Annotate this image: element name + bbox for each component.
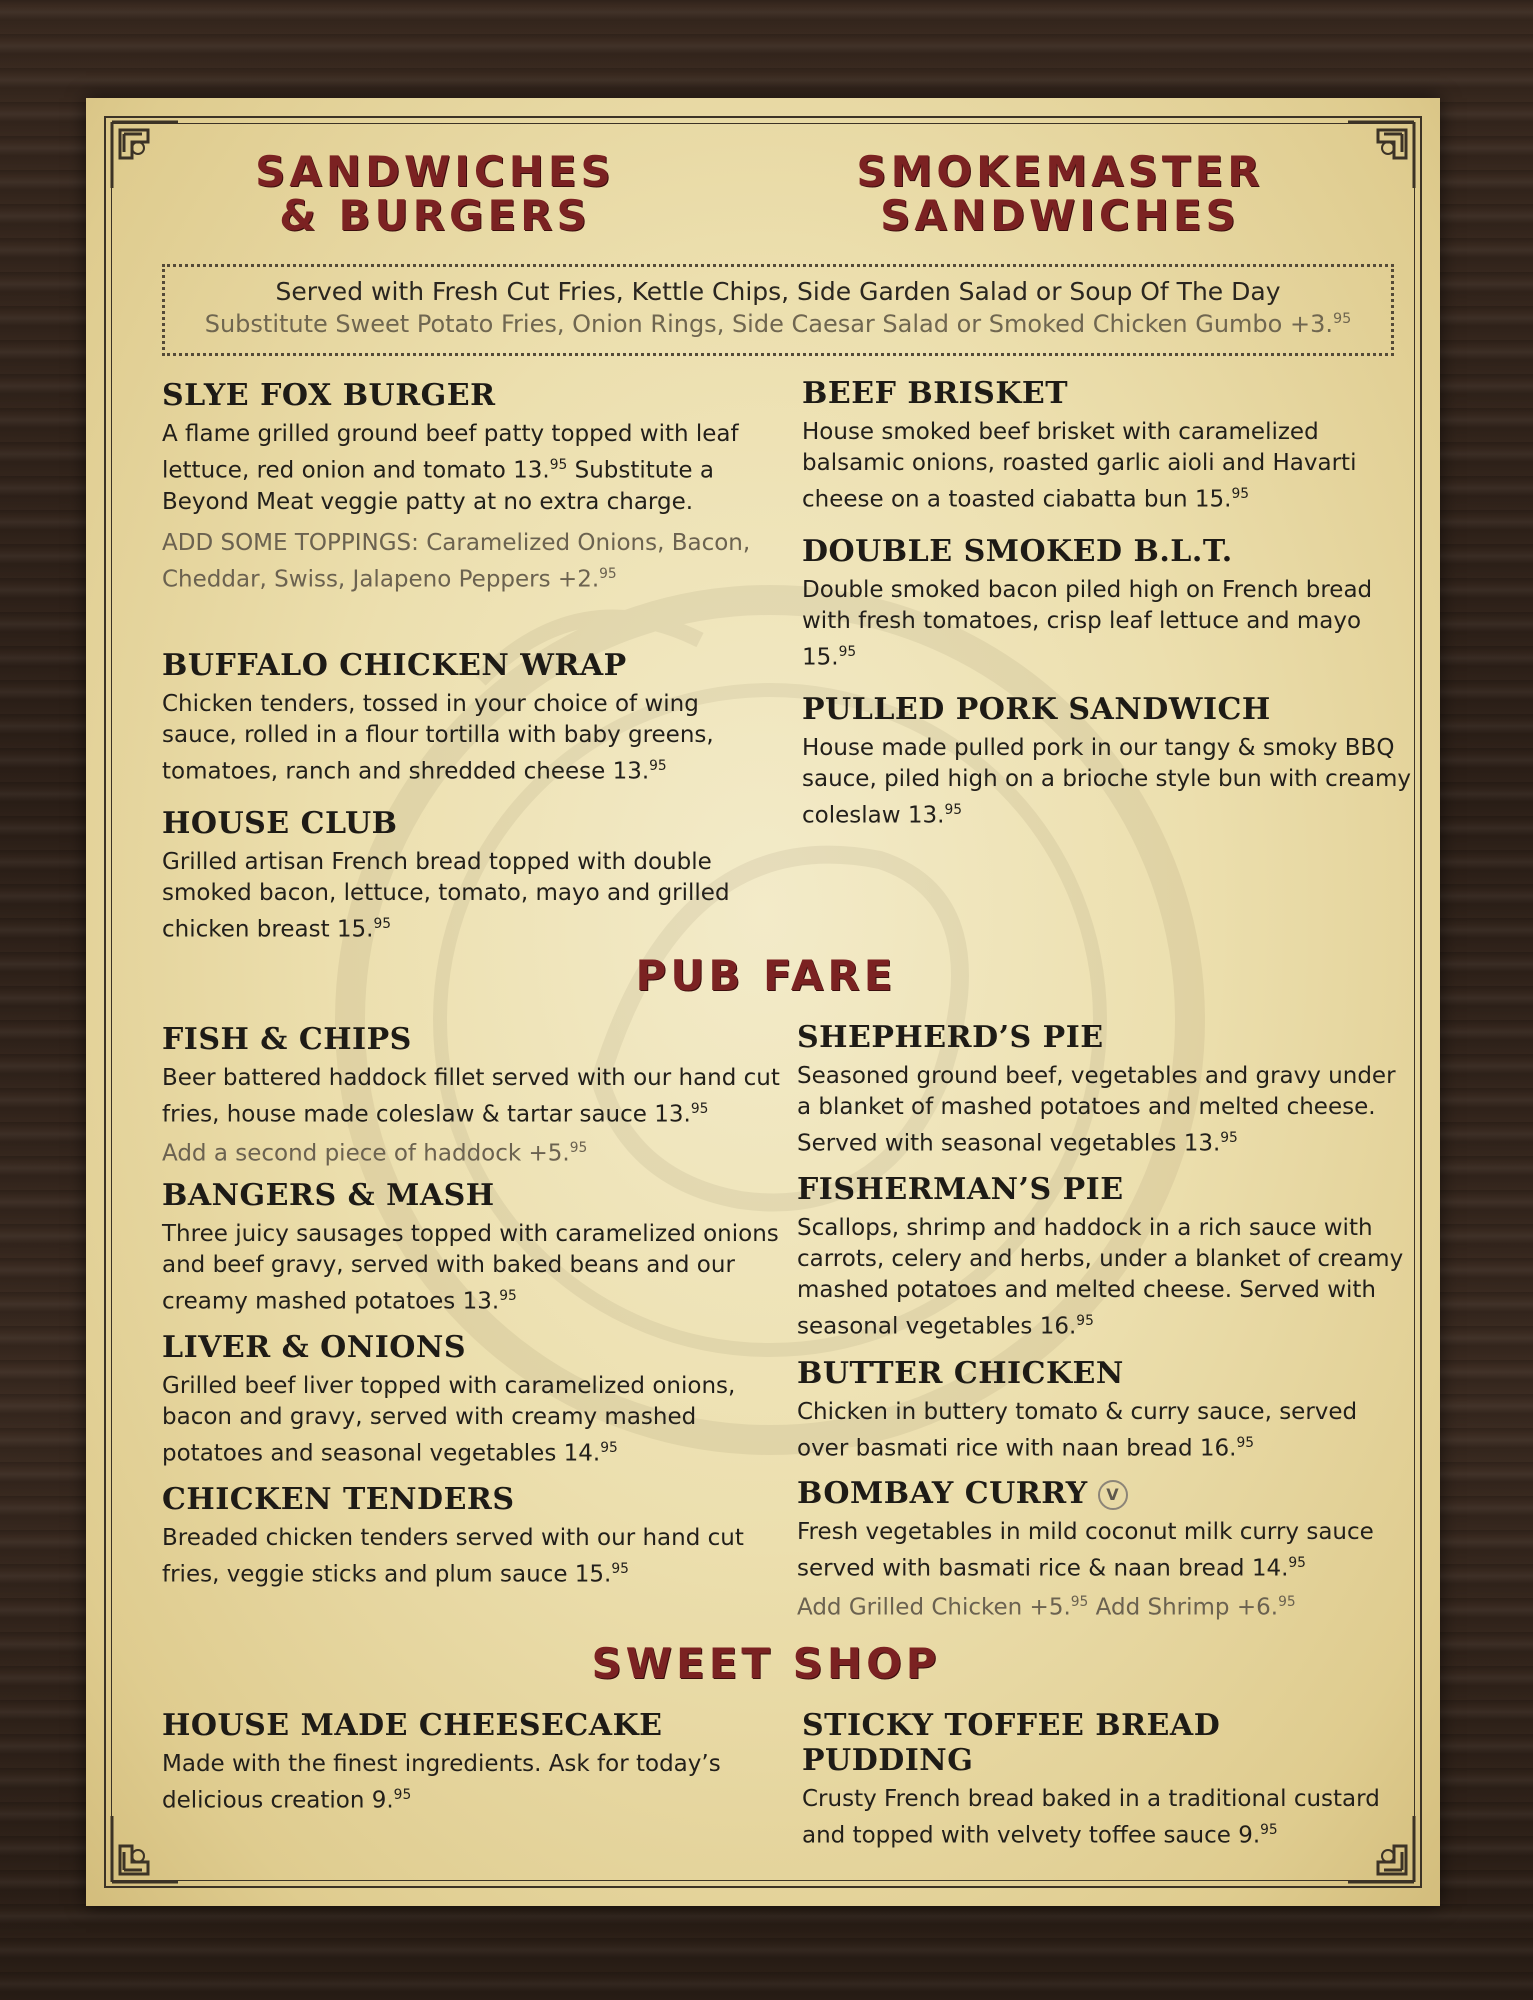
- item-description: Seasoned ground beef, vegetables and gravy under a blanket of mashed potatoes and melted cheese. Served with seasonal vegetables 13.95: [797, 1063, 1396, 1157]
- menu-item-house-club: [162, 806, 762, 946]
- item-description: Breaded chicken tenders served with our hand cut fries, veggie sticks and plum sauce 15.95: [162, 1525, 744, 1588]
- menu-item-sticky-toffee-bread-pudding: [802, 1708, 1402, 1852]
- section-title-sandwiches-burgers: SANDWICHES & BURGERS: [255, 147, 615, 241]
- menu-item-bangers-and-mash: [162, 1178, 782, 1318]
- item-name: BANGERS & MASH: [162, 1178, 495, 1213]
- vegetarian-icon: V: [1098, 1480, 1128, 1510]
- item-addon-note: ADD SOME TOPPINGS: Caramelized Onions, Bacon, Cheddar, Swiss, Jalapeno Peppers +2.95: [162, 529, 751, 593]
- item-name: DOUBLE SMOKED B.L.T.: [802, 534, 1233, 569]
- item-name: SLYE FOX BURGER: [162, 378, 496, 413]
- item-name: SHEPHERD’S PIE: [797, 1020, 1104, 1055]
- item-description: Grilled artisan French bread topped with double smoked bacon, lettuce, tomato, mayo and grilled chicken breast 15.95: [162, 849, 730, 943]
- menu-item-slye-fox-burger: [162, 378, 762, 595]
- menu-item-butter-chicken: [797, 1356, 1407, 1465]
- item-name: BUFFALO CHICKEN WRAP: [162, 648, 627, 683]
- item-name-row: [797, 1476, 1422, 1511]
- item-description: Fresh vegetables in mild coconut milk curry sauce served with basmati rice & naan bread 14.95: [797, 1519, 1374, 1582]
- item-description: Three juicy sausages topped with caramelized onions and beef gravy, served with baked beans and our creamy mashed potatoes 13.95: [162, 1221, 779, 1315]
- item-description: Double smoked bacon piled high on French bread with fresh tomatoes, crisp leaf lettuce and mayo 15.95: [802, 577, 1373, 671]
- item-name: HOUSE CLUB: [162, 806, 398, 841]
- item-description: Chicken tenders, tossed in your choice of wing sauce, rolled in a flour tortilla with baby greens, tomatoes, ranch and shredded cheese 13.95: [162, 691, 714, 785]
- item-name: HOUSE MADE CHEESECAKE: [162, 1708, 663, 1743]
- menu-item-fishermans-pie: [797, 1172, 1422, 1343]
- menu-item-fish-and-chips: [162, 1022, 782, 1169]
- corner-ornament-icon: [1344, 118, 1418, 192]
- menu-item-double-smoked-blt: [802, 534, 1412, 674]
- item-name: CHICKEN TENDERS: [162, 1482, 515, 1517]
- item-name: BEEF BRISKET: [802, 376, 1069, 411]
- item-name: LIVER & ONIONS: [162, 1330, 466, 1365]
- item-name: FISH & CHIPS: [162, 1022, 412, 1057]
- section-title-pub-fare: PUB FARE: [635, 951, 897, 1000]
- section-title-smokemaster-sandwiches: SMOKEMASTER SANDWICHES: [856, 147, 1264, 241]
- item-description: House smoked beef brisket with caramelized balsamic onions, roasted garlic aioli and Havarti cheese on a toasted ciabatta bun 15.95: [802, 419, 1357, 513]
- menu-item-pulled-pork-sandwich: [802, 692, 1412, 832]
- sides-substitute-text: Substitute Sweet Potato Fries, Onion Rings, Side Caesar Salad or Smoked Chicken Gumbo +3.95: [204, 310, 1352, 338]
- item-description: Scallops, shrimp and haddock in a rich sauce with carrots, celery and herbs, under a blanket of creamy mashed potatoes and melted cheese. Served with seasonal vegetables 16.95: [797, 1215, 1404, 1340]
- corner-ornament-icon: [108, 118, 182, 192]
- menu-item-bombay-curry: [797, 1476, 1422, 1623]
- sides-info-box: [162, 264, 1394, 356]
- item-addon-note: Add a second piece of haddock +5.95: [162, 1139, 588, 1167]
- item-description: Crusty French bread baked in a traditional custard and topped with velvety toffee sauce 9.95: [802, 1786, 1380, 1849]
- section-title-sweet-shop: SWEET SHOP: [591, 1639, 941, 1688]
- item-addon-note: Add Grilled Chicken +5.95 Add Shrimp +6.95: [797, 1593, 1296, 1621]
- menu-item-liver-and-onions: [162, 1330, 797, 1470]
- menu-item-buffalo-chicken-wrap: [162, 648, 762, 788]
- menu-item-shepherds-pie: [797, 1020, 1407, 1160]
- item-name: BUTTER CHICKEN: [797, 1356, 1124, 1391]
- item-description: House made pulled pork in our tangy & smoky BBQ sauce, piled high on a brioche style bun with creamy coleslaw 13.95: [802, 735, 1412, 829]
- item-name: PULLED PORK SANDWICH: [802, 692, 1271, 727]
- item-name: BOMBAY CURRY: [797, 1476, 1088, 1511]
- item-description: Beer battered haddock fillet served with our hand cut fries, house made coleslaw & tartar sauce 13.95: [162, 1065, 780, 1128]
- item-name: STICKY TOFFEE BREAD PUDDING: [802, 1708, 1221, 1778]
- menu-item-house-made-cheesecake: [162, 1708, 762, 1817]
- menu-item-chicken-tenders: [162, 1482, 797, 1591]
- item-description: Made with the finest ingredients. Ask for today’s delicious creation 9.95: [162, 1751, 721, 1814]
- item-name: FISHERMAN’S PIE: [797, 1172, 1124, 1207]
- menu-item-beef-brisket: [802, 376, 1412, 516]
- corner-ornament-icon: [108, 1812, 182, 1886]
- item-description: A flame grilled ground beef patty topped with leaf lettuce, red onion and tomato 13.95 Substitute a Beyond Meat veggie patty at no extra charge.: [162, 421, 739, 515]
- item-description: Chicken in buttery tomato & curry sauce, served over basmati rice with naan bread 16.95: [797, 1399, 1358, 1462]
- sides-included-text: Served with Fresh Cut Fries, Kettle Chips, Side Garden Salad or Soup Of The Day: [275, 277, 1281, 306]
- item-description: Grilled beef liver topped with caramelized onions, bacon and gravy, served with creamy mashed potatoes and seasonal vegetables 14.95: [162, 1373, 736, 1467]
